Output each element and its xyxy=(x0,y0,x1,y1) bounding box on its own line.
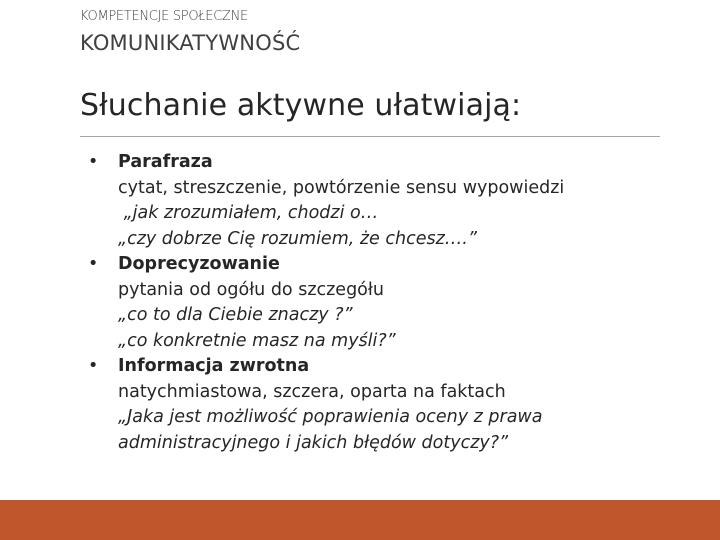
bullet-item-parafraza xyxy=(88,150,688,252)
bullet-line: „czy dobrze Cię rozumiem, że chcesz….” xyxy=(118,228,477,249)
bullet-icon: • xyxy=(88,356,99,376)
footer-accent-bar xyxy=(0,500,720,540)
bullet-item-doprecyzowanie xyxy=(88,252,688,354)
title-divider xyxy=(80,136,660,137)
bullet-icon: • xyxy=(88,254,99,274)
bullet-line: administracyjnego i jakich błędów dotyczy?” xyxy=(118,432,509,453)
bullet-heading: Informacja zwrotna xyxy=(118,356,310,376)
bullet-line: „co konkretnie masz na myśli?” xyxy=(118,330,396,351)
header-kicker: KOMPETENCJE SPOŁECZNE xyxy=(80,9,248,24)
bullet-line: „Jaka jest możliwość poprawienia oceny z prawa xyxy=(118,407,543,427)
bullet-line: natychmiastowa, szczera, oparta na faktach xyxy=(118,381,506,402)
bullet-line: pytania od ogółu do szczegółu xyxy=(118,279,384,300)
bullet-heading: Doprecyzowanie xyxy=(118,254,280,274)
slide-title: Słuchanie aktywne ułatwiają: xyxy=(80,88,522,123)
bullet-line: „co to dla Ciebie znaczy ?” xyxy=(118,305,353,325)
bullet-line: „jak zrozumiałem, chodzi o… xyxy=(118,203,379,223)
bullet-heading: Parafraza xyxy=(118,152,213,172)
bullet-list xyxy=(88,150,688,456)
bullet-icon: • xyxy=(88,152,99,172)
bullet-item-informacja-zwrotna xyxy=(88,354,688,456)
bullet-line: cytat, streszczenie, powtórzenie sensu wypowiedzi xyxy=(118,177,565,198)
section-title: KOMUNIKATYWNOŚĆ xyxy=(80,31,301,55)
